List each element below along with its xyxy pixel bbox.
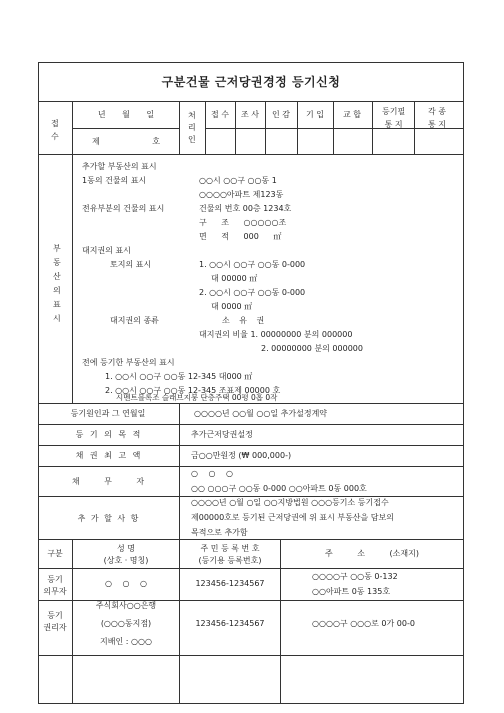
property-side-label: 부 동 산 의 표 시 (53, 244, 61, 323)
completion-notice-label: 등기필 통 지 (382, 107, 406, 129)
property-line: 대지권의 표시 (82, 246, 131, 255)
obligor-address: ○○아파트 0동 135호 (312, 587, 391, 596)
debtor-address: ○○ ○○○구 ○○동 0-000 ○○아파트 0동 000호 (191, 484, 367, 493)
col-review: 조 사 (241, 110, 259, 119)
property-line: 1. ○○시 ○○구 ○○동 0-000 (199, 260, 306, 269)
property-line: 면 적 000 ㎡ (199, 232, 282, 241)
property-line: 2. ○○시 ○○구 ○○동 0-000 (199, 288, 306, 297)
property-line: 대 0000 ㎡ (211, 302, 253, 311)
property-line: 2. 00000000 분의 000000 (261, 344, 363, 353)
property-line: ○○시 ○○구 ○○동 1 (199, 176, 277, 185)
col-id-number: 주 민 등 록 번 호 (등기용 등록번호) (198, 544, 262, 565)
date-label: 년 월 일 (97, 110, 155, 119)
property-line: 소 유 권 (222, 316, 265, 325)
property-line: 추가할 부동산의 표시 (82, 162, 157, 171)
debtor-name: ○ ○ ○ (191, 469, 234, 478)
obligee-branch: (○○○동지점) (100, 619, 152, 628)
purpose-value: 추가근저당권설정 (191, 430, 253, 439)
receipt-label: 접 수 (51, 119, 59, 141)
obligee-name: 주식회사○○은행 (95, 601, 157, 610)
col-name: 성 명 (상호 · 명칭) (103, 544, 149, 565)
property-line: 시멘트블록조 슬래브지붕 단층주택 00평 0홉 0작 (116, 393, 278, 402)
max-amount-value: 금○○만원정 (₩ 000,000-) (191, 451, 292, 460)
property-line: 2. ○○시 ○○구 ○○동 12-345 조표제 00000 호 (105, 386, 281, 395)
each-notice-label: 각 종 통 지 (428, 107, 446, 129)
extra-matters-line: ○○○○년 ○월 ○일 ○○지방법원 ○○○등기소 등기접수 (191, 498, 389, 507)
obligee-manager: 지배인 : ○○○ (100, 637, 152, 646)
property-line: 대 00000 ㎡ (211, 274, 258, 283)
col-division: 구분 (47, 549, 63, 558)
obligee-id: 123456-1234567 (195, 619, 265, 628)
property-line: 토지의 표시 (110, 260, 152, 269)
property-line: 구 조 ○○○○○조 (199, 218, 287, 227)
purpose-label: 등 기 의 목 적 (75, 430, 141, 439)
obligor-name: ○ ○ ○ (104, 579, 148, 588)
property-line: ○○○○아파트 제123동 (199, 190, 284, 199)
obligor-role: 등기 의무자 (43, 575, 67, 596)
extra-matters-label: 추 가 할 사 항 (77, 514, 139, 523)
property-line: 전에 등기한 부동산의 표시 (82, 358, 175, 367)
property-line: 건물의 번호 00층 1234호 (199, 204, 292, 213)
property-line: 대지권의 비율 1. 00000000 분의 000000 (199, 330, 353, 339)
col-receipt: 접 수 (211, 110, 229, 119)
processor-label: 처 리 인 (188, 111, 196, 144)
debtor-label: 채 무 자 (71, 477, 145, 486)
extra-matters-line: 제00000호로 등기된 근저당권에 위 표시 부동산을 담보의 (191, 513, 394, 522)
property-line: 대지권의 종류 (110, 316, 159, 325)
cause-label: 등기원인과 그 연월일 (70, 409, 146, 418)
property-line: 1동의 건물의 표시 (82, 176, 147, 185)
form-title: 구분건물 근저당권경정 등기신청 (161, 75, 341, 89)
obligee-address: ○○○○구 ○○○로 0가 00-0 (312, 619, 415, 628)
property-line: 1. ○○시 ○○구 ○○동 12-345 대000 ㎡ (105, 372, 253, 381)
property-line: 전유부분의 건물의 표시 (82, 204, 165, 213)
col-entry: 기 입 (306, 110, 324, 119)
col-verify: 교 합 (343, 110, 361, 119)
obligee-role: 등기 권리자 (43, 611, 67, 632)
col-address: 주 소 (소재지) (325, 549, 419, 558)
cause-value: ○○○○년 ○○월 ○○일 추가설정계약 (194, 409, 328, 418)
obligor-id: 123456-1234567 (195, 579, 265, 588)
col-seal: 인 감 (272, 110, 290, 119)
max-amount-label: 채 권 최 고 액 (75, 451, 141, 460)
extra-matters-line: 목적으로 추가함 (191, 528, 248, 537)
number-label: 제 호 (92, 137, 160, 146)
obligor-address: ○○○○구 ○○동 0-132 (312, 572, 398, 581)
